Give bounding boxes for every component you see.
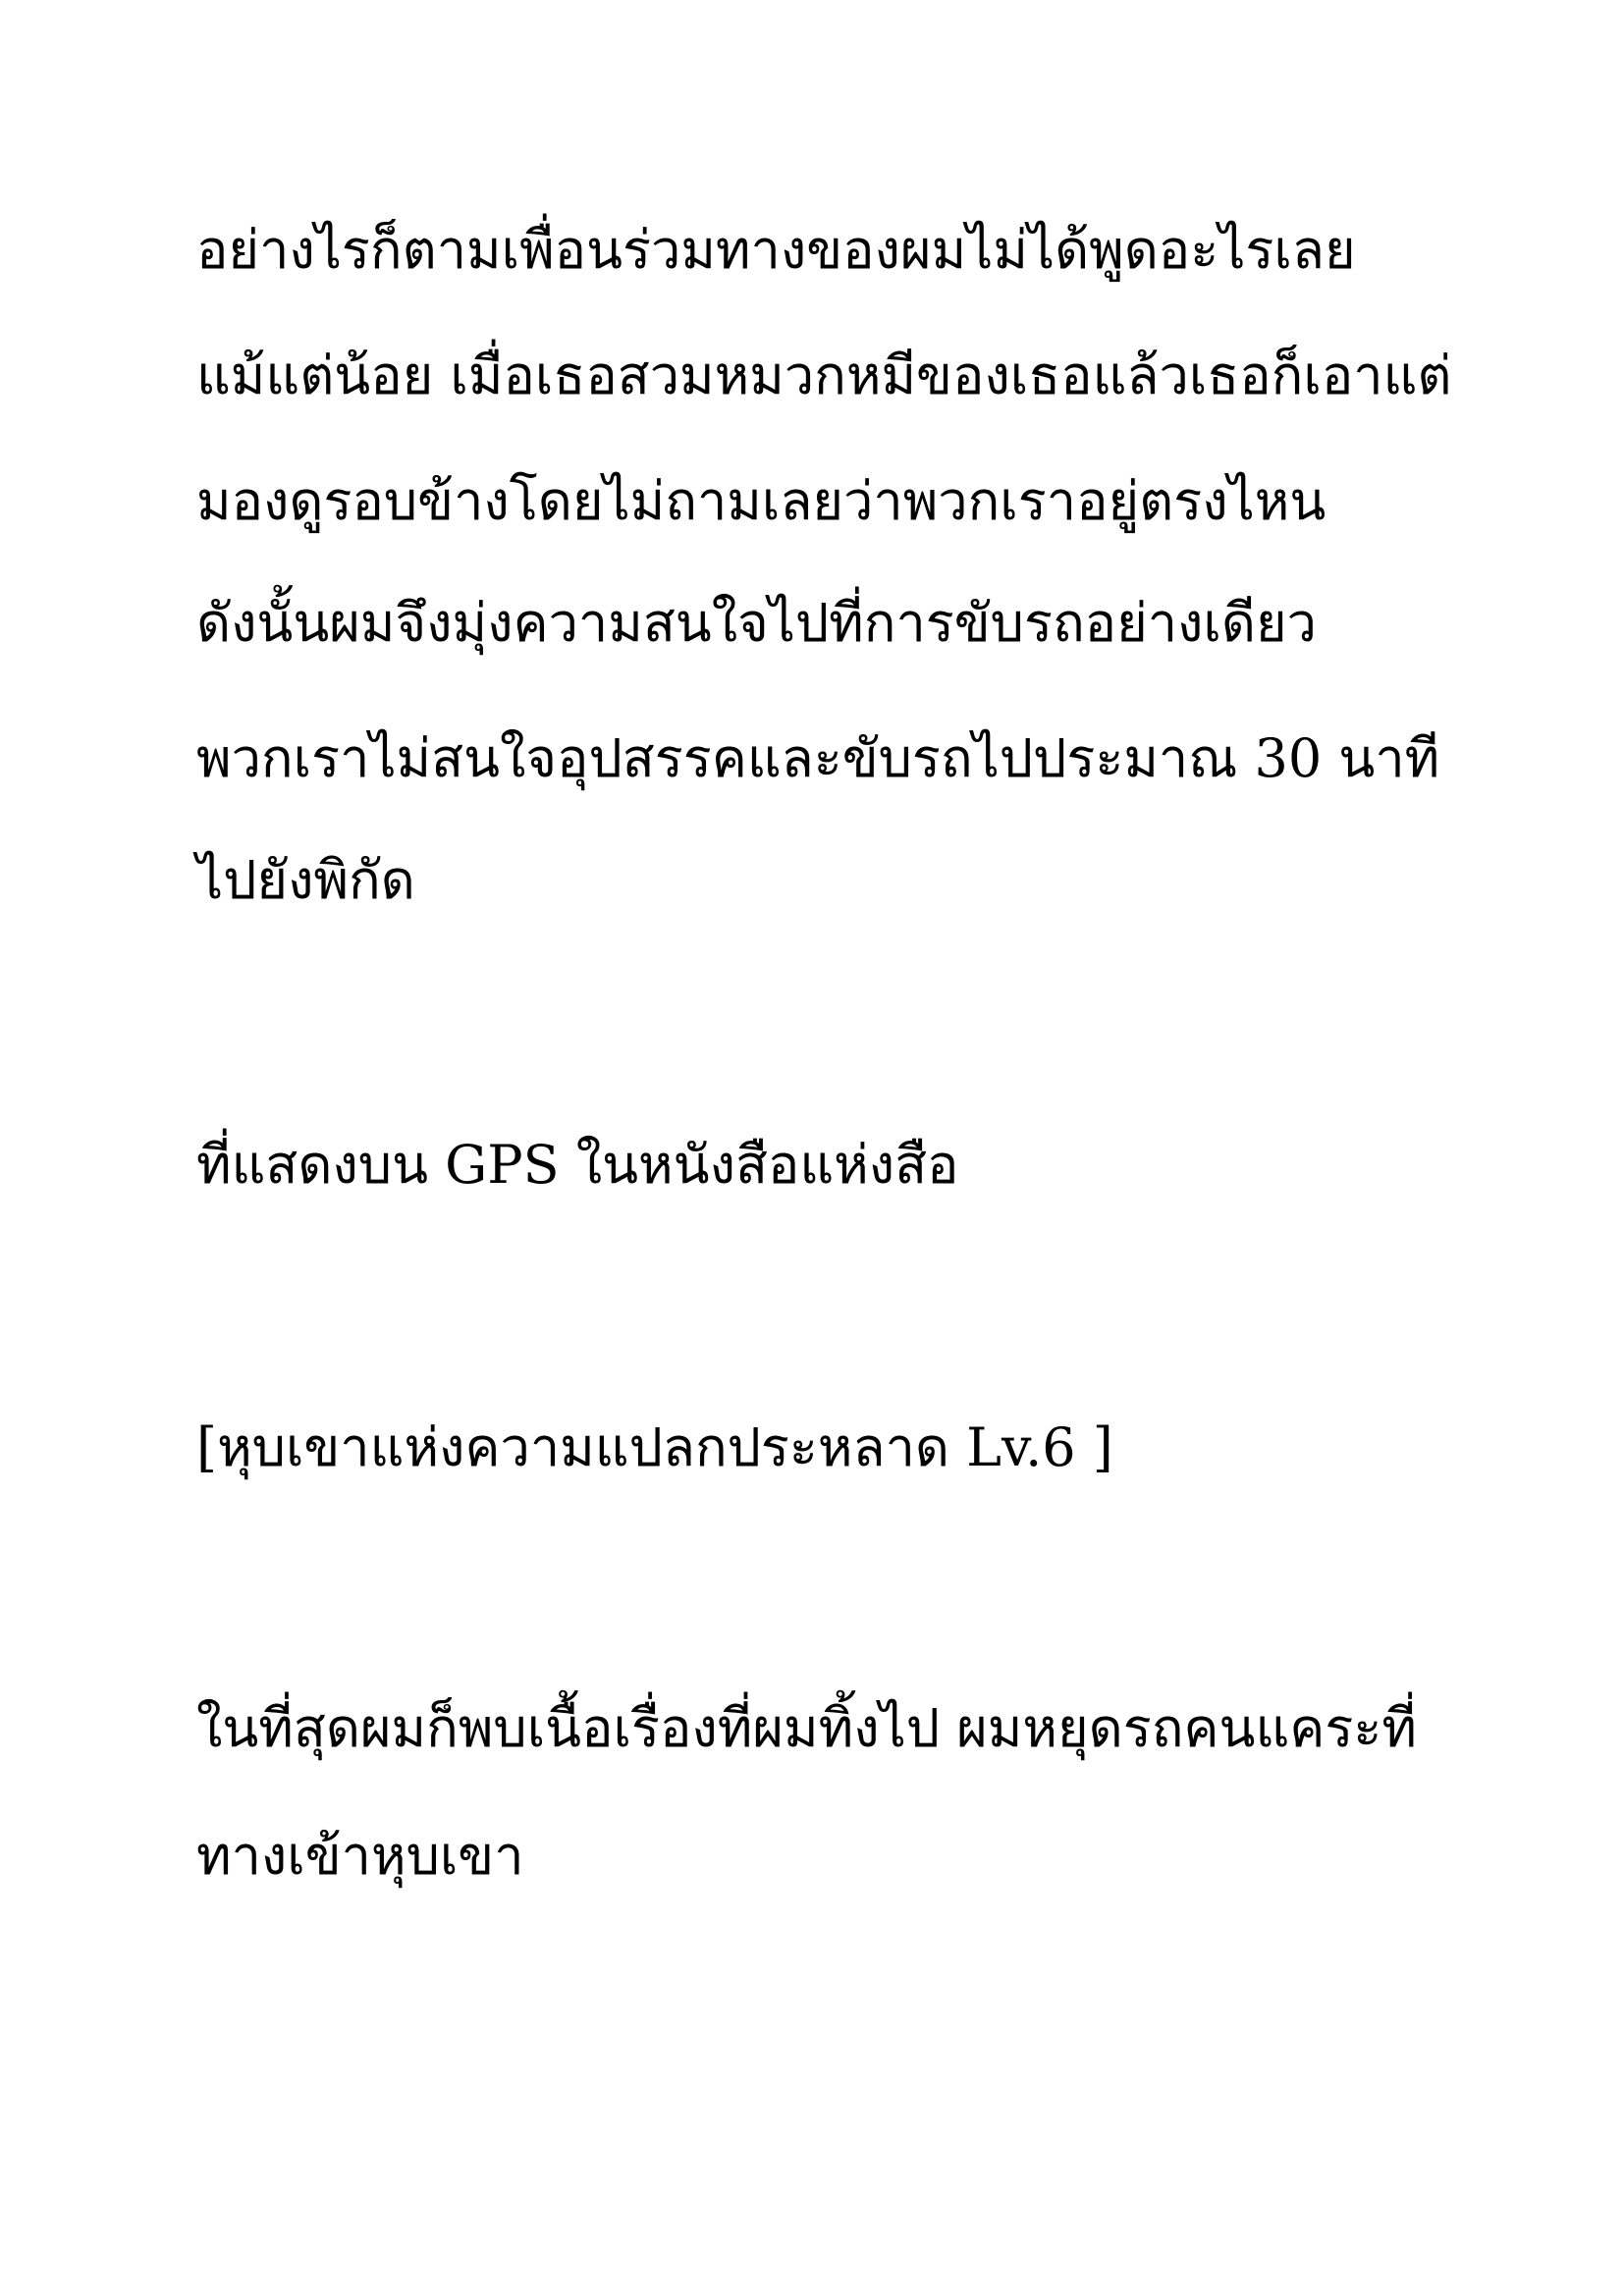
body-text-line: ดังนั้นผมจึงมุ่งความสนใจไปที่การขับรถอย่างเดียว [196, 592, 1317, 654]
body-text-line: พวกเราไม่สนใจอุปสรรคและขับรถไปประมาณ 30 นาที [196, 727, 1440, 789]
body-text-line: ไปยังพิกัด [196, 849, 415, 911]
body-text-line: ที่แสดงบน GPS ในหนังสือแห่งสือ [196, 1134, 959, 1196]
body-text-line: แม้แต่น้อย เมื่อเธอสวมหมวกหมีของเธอแล้วเธอก็เอาแต่ [196, 345, 1452, 406]
body-text-line: ในที่สุดผมก็พบเนื้อเรื่องที่ผมทิ้งไป ผมหยุดรถคนแคระที่ [196, 1697, 1417, 1759]
body-text-line: อย่างไรก็ตามเพื่อนร่วมทางของผมไม่ได้พูดอะไรเลย [196, 219, 1356, 281]
body-text-line: ทางเข้าหุบเขา [196, 1825, 524, 1887]
body-text-line: มองดูรอบข้างโดยไม่ถามเลยว่าพวกเราอยู่ตรงไหน [196, 470, 1326, 532]
location-notice: [หุบเขาแห่งความแปลกประหลาด Lv.6 ] [196, 1416, 1113, 1478]
